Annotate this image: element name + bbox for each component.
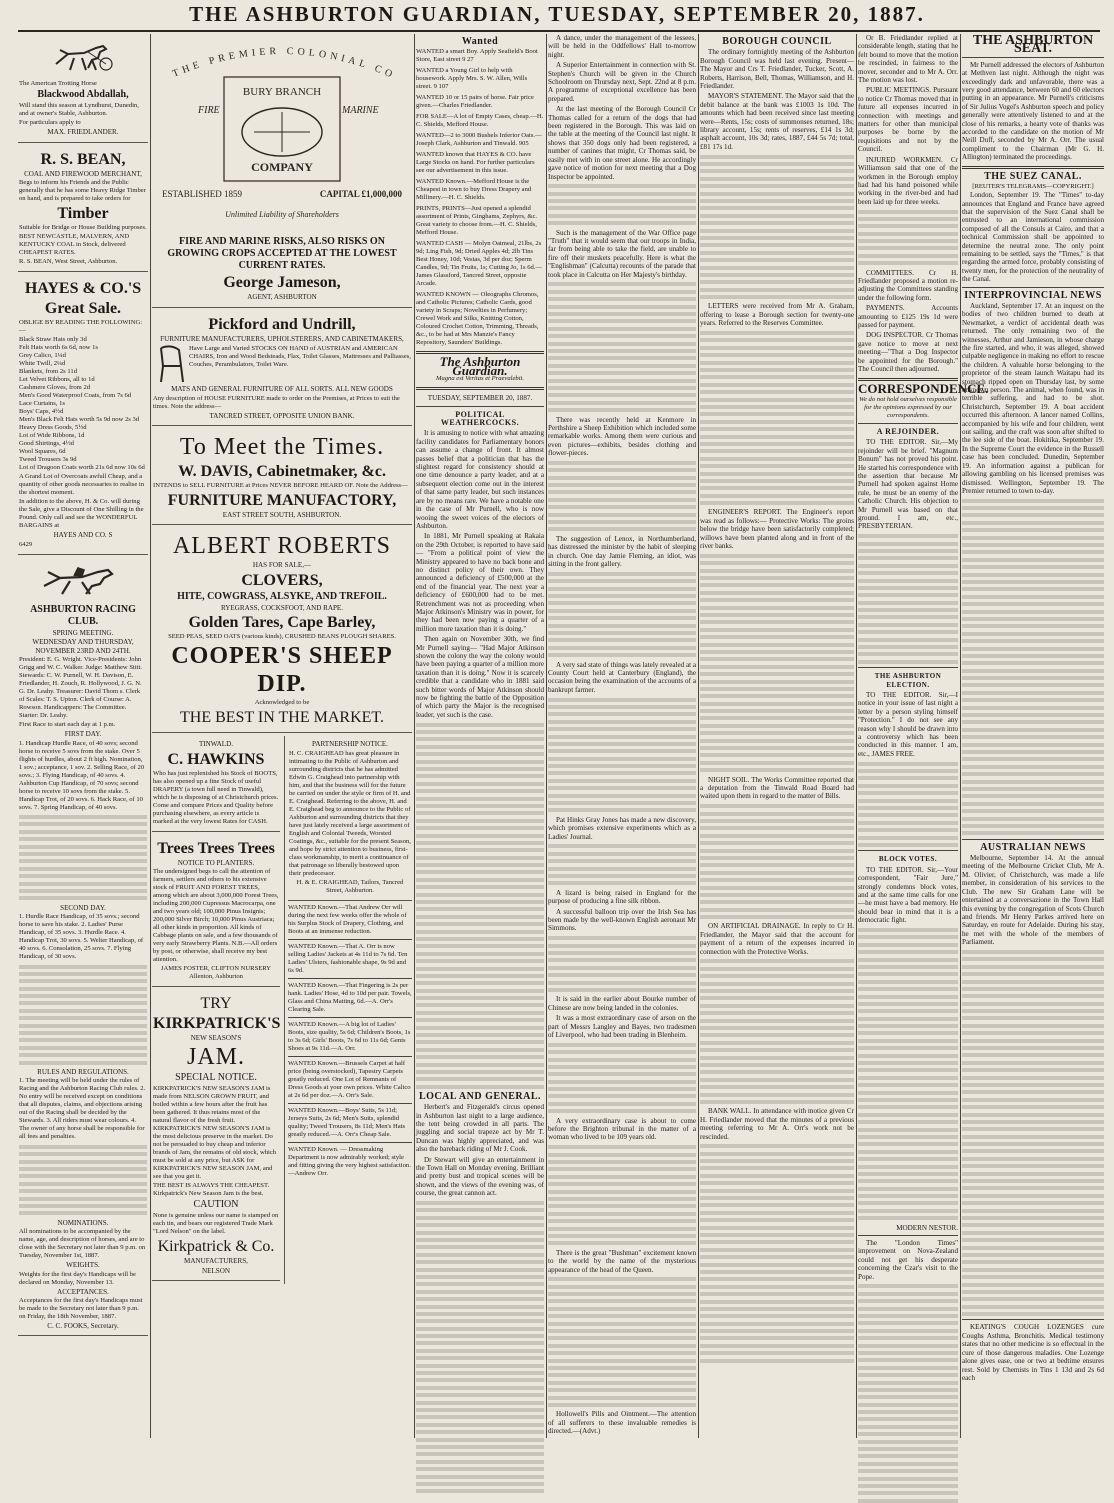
roberts-sale: HAS FOR SALE,— — [252, 561, 312, 570]
insurance-capital: CAPITAL £1,000,000 — [319, 189, 402, 199]
rules-text: 1. The meeting will be held under the rules of Racing and the Ashburton Racing Club rules. 2. No entry will be received except on conditions that all disputes, claims, and objections arising out of the Racing shall be decided by the Stewards. 3. All riders must wear colours. 4. The owner of any horse shall be responsible for all fees and penalties. — [19, 1077, 146, 1141]
orr-wanted-ads — [288, 904, 412, 1178]
first-day-races: 1. Handicap Hurdle Race, of 40 sovs; second horse to receive 5 sovs from the stake. Over 5 flights of hurdles, about 2 ft high. Nomination, 1 sov.; acceptance, 1 sov. 2. Selling Race, of 20 sovs.; 3. Flying Handicap, of 40 sovs. 4. Ashburton Cup Handicap, of 70 sovs; second horse to receive 10 sovs from the stake. 5. Handicap Trot, of 20 sovs. 6. Hack Race, of 10 sovs. 7. Spring Handicap, of 40 sovs. — [19, 739, 145, 811]
borough-paragraph: ON ARTIFICIAL DRAINAGE. In reply to Cr H. Friedlander, the Mayor said that the account for payment of a return of the expenses incurred in connection with the Protective Works. — [700, 922, 854, 956]
partnership-head: PARTNERSHIP NOTICE. — [312, 740, 388, 749]
news-text-lines — [548, 282, 696, 412]
borough-paragraph: MAYOR'S STATEMENT. The Mayor said that the debit balance at the bank was £1003 1s 10d. The amounts which had been received since last meeting were—Rents, 15s; costs of summonses returned, 18s; library account, 15s; rents of reserves, £14 1s 3d; asphalt account, 10s 3d; rates, 1887, £44 5s 7d; total, £81 17s 1d. — [700, 92, 854, 151]
davis-ad — [152, 429, 412, 525]
wanted-ad: WANTED CASH — Molyn Oatmeal, 21lbs, 2s 9d; Ling Fish, 9d; Dried Apples 4d; 2lb Tins Best Honey, 10d; Vestas, 3d per doz; Sperm Candles, 9d; Tin Fruits, 1s; Cutting Jo, 1s 6d.—James Glassford, Tancred Street, opposite Arcade. — [416, 240, 543, 288]
hayes-intro: OBLIGE BY READING THE FOLLOWING:— — [19, 319, 143, 335]
wanted-ad: WANTED a Young Girl to help with housework. Apply Mrs. S. W. Allen, Wills street. 9 107 — [416, 67, 528, 91]
column-2 — [152, 34, 412, 1438]
editorial-paragraph: It is amusing to notice with what amazing facility candidates for Parliamentary honors can assume a change of front. It almost passes belief that a politician that has the slightest regard for consistency should at one time denounce a party leader, and at a subsequent election come out in the interest of that same party leader, but such instances are by no means rare. We have a notable one in the case of Mr Purnell, who is now wooing the sweet voices of the electors of Ashburton. — [416, 429, 544, 530]
nominations-text: All nominations to be accompanied by the name, age, and description of horses, and are to close with the Secretary not later than 9 p.m. on Tuesday, November 1st, 1887. — [19, 1228, 146, 1260]
hawkins-ad — [152, 736, 280, 831]
news-paragraph: Hollowell's Pills and Ointment.—The attention of all sufferers to these invaluable remedies is directed.—(Advt.) — [548, 1410, 696, 1436]
insurance-fire: FIRE — [198, 105, 220, 116]
local-head: LOCAL AND GENERAL. — [418, 1090, 542, 1102]
wanted-ad: PRINTS, PRINTS—Just opened a splendid assortment of Prints, Ginghams, Zephyrs, &c. Great variety to choose from.—H. C. Shields, Mefford House. — [416, 205, 538, 237]
wanted-ad: WANTED Known.—That Andrew Orr will during the next few weeks offer the whole of his Surplus Stock of Drapery, Clothing, and Boots at an immense reduction. — [288, 903, 407, 935]
acceptances-text: Acceptances for the first day's Handicaps must be made to the Secretary not later than 9 p.m. on Friday, the 18th November, 1887. — [19, 1296, 143, 1320]
news-text-lines — [548, 461, 696, 532]
hayes-sign: HAYES AND CO. S — [53, 531, 113, 540]
kirk-sub: NEW SEASON'S — [190, 1034, 242, 1043]
column-2-lower-right — [284, 736, 412, 1284]
weights-text: Weights for the first day's Handicaps will be declared on Monday, November 13. — [19, 1270, 136, 1286]
australian-head: AUSTRALIAN NEWS — [980, 841, 1086, 853]
list-item: Boys' Caps, 4½d — [19, 408, 64, 416]
partnership-sign: H. & E. CRAIGHEAD, Tailors, Tancred Street, Ashburton. — [296, 878, 404, 894]
tares-sub: SEED PEAS, SEED OATS (various kinds), CRUSHED BEANS PLOUGH SHARES. — [168, 633, 396, 641]
pickford-body — [153, 344, 411, 384]
seat-body — [962, 61, 1104, 162]
borough-text-lines — [700, 1144, 854, 1362]
bean-coal: BEST NEWCASTLE, MALVERN, AND KENTUCKY COAL in Stock, delivered CHEAPEST RATES. — [19, 233, 130, 257]
interprovincial-body — [962, 302, 1104, 495]
pickford-title: Pickford and Undrill, — [208, 315, 356, 333]
col6-tail — [858, 1239, 958, 1281]
tail-text-lines — [858, 1284, 958, 1502]
news-paragraph: Pat Hinks Gray Jones has made a new discovery, which promises extensive experiments which as a Ladies' Journal. — [548, 815, 696, 841]
wanted-ad: WANTED KNOWN — Oleographs Chromos, and Catholic Pictures; Catholic Cards, good variety in Scraps; Novelties in Perfumery; Crewel Work and Silks, Knitting Cotton, Coloured Crochet Cotton, Trimming, Threads, &c., to be had at Mrs Manzie's Fancy Repository, Saunders' Buildings. — [416, 291, 539, 347]
council-paragraph: Or B. Friedlander replied at considerable length, stating that he felt bound to move that the motion be rescinded, in fairness to the mover, seconder and to Mr A. Orr. The motion was lost. — [858, 34, 958, 85]
caution-text: None is genuine unless our name is stamped on each tin, and bears our registered Trade Mark "Lord Nelson" on the label. — [153, 1212, 279, 1236]
paper-title: The Ashburton Guardian. — [439, 354, 521, 378]
insurance-shareholders: Unlimited Liability of Shareholders — [225, 210, 339, 219]
horse-particulars: For particulars apply to — [19, 119, 81, 127]
council-paragraph: DOG INSPECTOR. Cr Thomas gave notice to move at next meeting—"That a Dog Inspector be appointed for the Borough." The Council then adjourned. — [858, 331, 958, 374]
column-4 — [548, 34, 696, 1438]
borough-paragraph: ENGINEER'S REPORT. The Engineer's report was read as follows:— Protective Works: The groins below the bridge have been satisfactorily completed; willows have been planted along and in front of the river banks. — [700, 508, 854, 551]
news-paragraph: It is said in the earlier about Bourke number of Chinese are now being landed in the colonies. — [548, 995, 696, 1012]
editorial-body — [416, 429, 544, 719]
rules-head: RULES AND REGULATIONS. — [37, 1068, 129, 1076]
racehorse-icon — [38, 564, 128, 598]
editorial-paragraph: In 1881, Mr Purnell speaking at Rakaia on the 29th October, is reported to have said— "From a political point of view the Ministry appeared to have no back bone and no distinct policy of their own. They announced a deficiency of £500,000 at the end of the financial year. The next year a deficiency of £600,000 had to be met. Retrenchment was not as proceeding when Major Atkinson's Ministry was in power, for they had been now paying a quarter of a million more taxation than it is doing." — [416, 532, 544, 633]
insurance-marine: MARINE — [342, 105, 379, 116]
horse-owner: MAX. FRIEDLANDER. — [47, 128, 119, 137]
borough-paragraph: BANK WALL. In attendance with motice given Cr H. Friedlander moved that the minutes of a previous meeting referring to Mr A. Orr's work not be rescinded. — [700, 1107, 854, 1141]
weights-head: WEIGHTS. — [66, 1261, 100, 1270]
keating-ad — [962, 1323, 1104, 1382]
kirk-manuf: MANUFACTURERS, — [184, 1257, 248, 1266]
council-paragraph: PUBLIC MEETINGS. Pursuant to notice Cr Thomas moved that in future all expenses incurred in connection with meetings and matters for other than municipal purposes be borne by the requisitions and not by the Council. — [858, 86, 958, 154]
news-text-lines — [548, 844, 696, 885]
roberts-grasses: HITE, COWGRASS, ALSYKE, AND TREFOIL. — [177, 590, 387, 602]
council-continued — [858, 34, 958, 374]
wanted-ad: WANTED Known.—Brussels Carpet at half price (being overstocked), Tapestry Carpets greatly reduced. One Lot of Remnants of Dress Goods at your own prices. White Calico at 2s 6d per doz.—A. Orr's Sale. — [288, 1059, 411, 1099]
list-item: Grey Calico, 1¼d — [19, 352, 66, 360]
list-item: Wool Squares, 6d — [19, 448, 66, 456]
borough-paragraph: LETTERS were received from Mr A. Graham, offering to lease a Borough section for twenty-one years. Referred to the Reserves Committee. — [700, 302, 854, 328]
trees-text: The undersigned begs to call the attention of farmers, settlers and others to his extensive stock of FRUIT AND FOREST TREES, among which are about 3,000,000 Forest Trees, including 200,000 Cupressus Macrocarpa, one and two years old; 100,000 Pinus Insignis; 200,000 Silver Birch; 10,000 Pinus Austriaca; all other kinds in proportion. All kinds of Cabbage plants on sale, and a few thousands of very early Strawberry Plants. N.B.—All orders by post, or otherwise, shall receive my best attention. — [153, 868, 279, 964]
jam: JAM. — [186, 1044, 245, 1071]
hayes-items — [19, 336, 147, 472]
bean-sign: R. S. BEAN, West Street, Ashburton. — [19, 258, 118, 266]
list-item: Black Straw Hats only 3d — [19, 336, 87, 344]
list-item: Men's Good Waterproof Coats, from 7s 6d — [19, 392, 132, 400]
bean-ad — [18, 146, 148, 272]
trotting-horse-ad — [18, 34, 148, 143]
wanted-ad: WANTED Known.—That Fingering is 2s per hank. Ladies' Hose, 4d to 10d per pair. Towels, Glass and China Matting, 6d.—A. Orr's Clearing Sale. — [288, 981, 412, 1013]
news-text-lines — [548, 184, 696, 225]
trees-sign: JAMES FOSTER, CLIFTON NURSERY Allenton, Ashburton — [160, 965, 272, 981]
rejoinder-body — [858, 438, 958, 530]
horse-text: Will stand this season at Lyndhurst, Dunedin, and at owner's Stable, Ashburton. — [19, 102, 139, 118]
news-paragraph: The "London Times" improvement on Nova-Zealand could not get his desperate concerning the Czar's visit to the Pope. — [858, 1239, 958, 1281]
local-news-continued — [548, 34, 696, 1436]
davis-text: INTENDS to SELL FURNITURE at Prices NEVER BEFORE HEARD OF. Note the Address— — [153, 482, 408, 490]
hayes-num: 6429 — [19, 540, 33, 548]
letter-text-lines — [858, 534, 958, 664]
borough-paragraph: The ordinary fortnightly meeting of the Ashburton Borough Council was held last evening. Present—The Mayor and Crs T. Friedlander, Tucker, Scott, A. Roberts, Harrison, Bell, Thomas, Williamson, and H. Friedlander. — [700, 48, 854, 91]
local-paragraph: Dr Stewart will give an entertainment in the Town Hall on Monday evening. Brilliant and pretty bust and tropical scenes will be shown, and the views of the evening was, of course, the great cannon act. — [416, 1155, 544, 1198]
column-divider — [960, 34, 961, 1438]
insurance-arch-text: THE PREMIER COLONIAL CO — [171, 45, 398, 82]
hawkins-text: Who has just replenished his Stock of BOOTS, has also opened up a fine Stock of useful DRAPERY (a town full need in Tinwald), which he is disposing of at Christchurch prices. Come and compare Prices and Quality before purchasing elsewhere, as every article is marked at the very lowest Rates for CASH. — [153, 769, 279, 825]
column-2-lower-left — [152, 736, 280, 1284]
interprovincial-head: INTERPROVINCIAL NEWS — [964, 289, 1102, 301]
interprovincial-text-lines — [962, 499, 1104, 836]
racing-dates: WEDNESDAY AND THURSDAY, NOVEMBER 23RD AND 24TH. — [32, 638, 134, 655]
canal-head: THE SUEZ CANAL. — [984, 170, 1082, 182]
hayes-overcoats: A Grand Lot of Overcoats awfull Cheap, and a quantity of other goods necessaries to realise in the shortest moment. — [19, 473, 145, 497]
news-text-lines — [548, 1277, 696, 1407]
wanted-ad: WANTED—2 to 3000 Bushels Inferior Oats.—Joseph Clark, Ashburton and Tinwald. 905 — [416, 132, 542, 148]
block-votes-sign: MODERN NESTOR. — [896, 1223, 958, 1232]
racing-first: First Race to start each day at 1 p.m. — [19, 721, 116, 729]
news-paragraph: It was a most extraordinary case of arson on the part of Messrs Langley and Bayes, two tradesmen of Liverpool, who had been trading in Blenheim. — [548, 1014, 696, 1039]
list-item: Good Shirtings, 4½d — [19, 440, 74, 448]
list-item: Lot of Dragoon Coats worth 21s 6d now 10s 6d — [19, 464, 145, 472]
australian-body — [962, 854, 1104, 946]
best-cheapest: THE BEST IS ALWAYS THE CHEAPEST. Kirkpatrick's New Season Jam is the best. — [153, 1182, 270, 1198]
borough-text-lines — [700, 804, 854, 919]
borough-body — [700, 48, 854, 1362]
advert-text: KEATING'S COUGH LOZENGES cure Coughs Asthma, Bronchitis. Medical testimony states that no other medicine is so effectual in the cure of those dangerous maladies. One Lozenge alone gives ease, one or two at bedtime ensures rest. Sold by Chemists in Tins 1 13d and 2s 6d each — [962, 1323, 1104, 1382]
news-paragraph: Mr Purnell addressed the electors of Ashburton at Methven last night. Although the night was exceedingly dark and unfavorable, there was a very good attendance, between 60 and 60 electors putting in an appearance. Mr Purnell's criticisms of Sir Julius Vogel's Ashburton speech and policy generally were attentively listened to and at the close of his remarks, a hearty vote of thanks was accorded to the candidate on the motion of Mr Neill Duff, seconded by Mr A. Orr. The usual compliment to the Chairman (Mr G. H. Allington) terminated the proceedings. — [962, 60, 1104, 162]
special-text: KIRKPATRICK'S NEW SEASON'S JAM is made from NELSON GROWN FRUIT, and boiled within a few hours after the fruit has been gathered. It thus retains most of the natural flavor of the fresh fruit. KIRKPATRICK'S NEW SEASON'S JAM is the most delicious preserve in the market. Do not be persuaded to buy cheap and inferior brands of Jam, the remains of old stock, which must be sold at any price, but ASK for KIRKPATRICK'S NEW SEASON JAM, and see that you get it. — [153, 1085, 277, 1181]
column-2-lower — [152, 736, 412, 1284]
pickford-text: Have Large and Varied STOCKS ON HAND of AUSTRIAN and AMERICAN CHAIRS, Iron and Wood Bedsteads, Flax, Toilet Glasses, Mattresses and Palliasses, Couches, Perambulators, Toilet Ware. — [189, 345, 412, 369]
list-item: Tweed Trousers 3s 9d — [19, 456, 77, 464]
local-body — [416, 1103, 544, 1197]
local-paragraph: Herbert's and Fitzgerald's circus opened in Ashburton last night to a large audience, the tent being crowded in all parts. The juggling and social trapeze act by Mr T. Duncan was highly appreciated, and was also the bareback riding of Mr J. Cook. — [416, 1103, 544, 1154]
racing-text-lines — [19, 965, 147, 1065]
column-6 — [858, 34, 989, 1438]
news-paragraph: Auckland, September 17. At an inquest on the bodies of two children burned to death at Newmarket, a verdict of accidental death was returned. The only remaining two of the witnesses, Arthur and Jamieson, in whose charge the fire started, and who, it was alleged, showed culpable negligence in making no effort to rescue the children. A valuable horse belonging to the proprietor of the steam launch Waitapu had its stomach ripped open on Thursday last, by some unknown person. The animal, when found, was in terrible suffering, and had to be shot. Christchurch, September 19. A boat accident occurred this afternoon. A lancer named Collins, accompanied by his wife and four children, went out sailing, and the craft was soon after shifted to the lee side of the boat. Hokitika, September 19. In the Supreme Court the evidence in the Russell case has been concluded. Dunedin, September 19. An information against a publican for allowing gambling on his licensed premises was dismissed. Wellington, September 19. The Premier returned to town to-day. — [962, 301, 1104, 495]
borough-text-lines — [700, 959, 854, 1103]
davis-factory: FURNITURE MANUFACTORY, — [167, 492, 397, 510]
news-paragraph: The suggestion of Lenox, in Northumberland, has distressed the minister by the habit of sleeping in church. One day Jamie Fleming, an idiot, was sitting in the front gallery. — [548, 534, 696, 569]
news-paragraph: Such is the management of the War Office page "Truth" that it would seem that our troops in India, far from being able to take the field, are unable to fire off their muskets peacefully. Here is what the "Englishman" (Calcutta) recounts of the parade that took place in Calcutta on Her Majesty's birthday. — [548, 228, 696, 279]
masthead-rule — [18, 30, 1100, 32]
australian-text-lines — [962, 950, 1104, 1316]
davis-title: W. DAVIS, Cabinetmaker, &c. — [178, 463, 386, 481]
news-paragraph: A very sad state of things was lately revealed at a County Court held at Canterbury (England), the occasion being the examination of the accounts of a bankrupt farmer. — [548, 660, 696, 694]
news-paragraph: A dance, under the management of the lessees, will be held in the Oddfellows' Hall to-morrow night. — [548, 34, 696, 59]
partnership-ad — [288, 736, 412, 900]
column-7 — [962, 34, 1104, 1438]
cooper-title: COOPER'S SHEEP DIP. — [171, 643, 393, 698]
trees-title: Trees Trees Trees — [157, 839, 275, 857]
kirkpatrick-ad — [152, 990, 280, 1281]
paper-motto: Magna est Veritas et Praevalebit. — [435, 375, 525, 383]
wanted-head: Wanted — [461, 36, 499, 47]
wanted-ad: WANTED known that HAYES & CO. have Large Stocks on hand. For further particulars see our advertisement in this issue. — [416, 151, 535, 175]
local-text-lines — [416, 1201, 544, 1493]
roberts-title: ALBERT ROBERTS — [172, 533, 392, 560]
news-paragraph: A successful balloon trip over the Irish Sea has been made by the well-known English aeronaut Mr Simmons. — [548, 907, 696, 933]
news-text-lines — [548, 698, 696, 813]
pickford-ad — [152, 311, 412, 426]
insurance-branch: BURY BRANCH — [242, 86, 322, 98]
election-body — [858, 691, 958, 758]
column-divider — [546, 34, 547, 1438]
borough-text-lines — [700, 554, 854, 772]
wanted-ads — [416, 48, 544, 347]
council-paragraph: INJURED WORKMEN. Cr Williamson said that one of the workmen in the Borough employ had had his hand poisoned while working in the river-bed and had been laid up for three weeks. — [858, 155, 958, 206]
cooper-sub: Acknowledged to be — [254, 699, 310, 707]
kirk-company: Kirkpatrick & Co. — [157, 1238, 275, 1256]
column-3 — [416, 34, 544, 1438]
davis-address: EAST STREET SOUTH, ASHBURTON. — [222, 511, 342, 520]
trotting-notice: The American Trotting Horse — [19, 80, 97, 88]
column-divider — [150, 34, 151, 1438]
insurance-text: FIRE AND MARINE RISKS, ALSO RISKS ON GROWING CROPS ACCEPTED AT THE LOWEST CURRENT RATES. — [167, 236, 397, 272]
hawkins-name: C. HAWKINS — [167, 750, 265, 768]
column-divider — [414, 34, 415, 1438]
column-divider — [698, 34, 699, 1438]
list-item: Cashmere Gloves, from 2d — [19, 384, 91, 392]
news-paragraph: A very extraordinary case is about to come before the Brighton tribunal in the matter of a woman who lived to be 109 years old. — [548, 1116, 696, 1142]
news-paragraph: At the last meeting of the Borough Council Cr Thomas called for a return of the dogs that had been registered in the Borough. This was laid on the table at the meeting of the Council last night. It shows that 350 dogs only had been registered, a number of canines that might, Cr Thomas said, be easily met with in one street alone. He accordingly gave notice of motion for next meeting that a Dog Inspector be appointed. — [548, 105, 696, 181]
insurance-agent-sub: AGENT, ASHBURTON — [247, 293, 317, 302]
bean-title: R. S. BEAN, — [40, 150, 126, 168]
racing-text-lines — [19, 815, 147, 900]
list-item: Heavy Dress Goods, 5½d — [19, 424, 87, 432]
news-paragraph: There was recently held at Kenmore in Perthshire a Sheep Exhibition which included some remarkable works. Among them were curious and even pictures—exhibits, besides clothing and flower-pieces. — [548, 415, 696, 458]
list-item: Men's Black Felt Hats worth 5s 9d now 2s 3d — [19, 416, 140, 424]
wanted-ad: WANTED a smart Boy. Apply Seafield's Boot Store, East street 9 27 — [416, 48, 538, 64]
roberts-ad — [152, 528, 412, 733]
news-paragraph: A lizard is being raised in England for the purpose of producing a fine silk ribbon. — [548, 888, 696, 906]
news-paragraph: London, September 19. The "Times" to-day announces that England and France have agreed that the supervision of the Suez Canal shall be entrusted to an international commission composed of all the Consuls at Cairo, and that a technical Commission shall be appointed to determine the neutral zone. The only point remaining to be settled, says the "Times," is that regarding the armed force, probably consisting of twenty men, for the protection of the neutrality of the Canal. — [962, 191, 1104, 284]
block-votes-body — [858, 866, 958, 925]
acceptances-head: ACCEPTANCES. — [57, 1287, 109, 1296]
borough-text-lines — [700, 155, 854, 299]
tares-title: Golden Tares, Cape Barley, — [188, 614, 376, 632]
borough-text-lines — [700, 331, 854, 505]
bean-text: Begs to inform his Friends and the Public generally that he has some Heavy Ridge Timber on hand, and is prepared to take orders for — [19, 179, 146, 203]
letter-text-lines — [858, 928, 958, 1220]
first-day-head: FIRST DAY. — [64, 730, 102, 739]
partnership-text: H. C. CRAIGHEAD has great pleasure in intimating to the Public of Ashburton and surrounding districts that he has admitted Edwin G. Craighead into partnership with him, and that the business will for the future be carried on under the style or firm of H. and E. Craighead. Referring to the above, H. and E. Craighead beg to announce to the Public of Ashburton and surrounding districts that they have just lately received a large assortment of English and Colonial Tweeds, Worsted Coatings, &c., suitable for the present Season, and hope by strict attention to business, first-class workmanship, to merit a continuance of that patronage so liberally bestowed upon their predecessor. — [289, 749, 411, 877]
letter-text: TO THE EDITOR. Sir,—I notice in your issue of last night a letter by a person styling himself "Protection." I do not see any reason why I should be drawn into a controversy which has been conducted in this manner. I am, etc., JAMES FREE. — [858, 691, 958, 758]
editorial-head: POLITICAL WEATHERCOCKS. — [440, 409, 520, 428]
kirk-title: KIRKPATRICK'S — [153, 1015, 281, 1033]
column-5 — [700, 34, 854, 1438]
council-text-lines — [858, 210, 958, 266]
bean-sub: COAL AND FIREWOOD MERCHANT, — [24, 169, 142, 178]
hayes-tail: In addition to the above, H. & Co. will during the Sale, give a Discount of One Shilling in the Pound. Only call and see the WONDERFUL BARGAINS at — [19, 498, 144, 530]
wanted-ad: WANTED 10 or 15 pairs of horse. Fair price given.—Charles Friedlander. — [416, 94, 534, 110]
nominations-head: NOMINATIONS. — [57, 1218, 109, 1227]
editorial-text-lines — [416, 723, 544, 1089]
wanted-ad: WANTED Known.—Mefford House is the Cheapest in town to buy Dress Drapery and Millinery.—H. C. Shields. — [416, 178, 532, 202]
roberts-rye: RYEGRASS, COCKSFOOT, AND RAPE. — [220, 603, 344, 612]
insurance-ad — [152, 34, 412, 308]
svg-text:THE PREMIER COLONIAL COMPANY — [154, 37, 398, 82]
bean-text-2: Suitable for Bridge or House Building purposes. — [19, 224, 147, 232]
racing-text-lines — [19, 1145, 147, 1216]
hayes-title: HAYES & CO.'S — [24, 280, 142, 298]
borough-paragraph: NIGHT SOIL. The Works Committee reported that a deputation from the Tinwald Road Board had waited upon them in regard to the matter of Bills. — [700, 775, 854, 801]
caution: CAUTION — [193, 1199, 239, 1211]
news-text-lines — [548, 1043, 696, 1114]
try: TRY — [200, 995, 232, 1013]
paper-date: TUESDAY, SEPTEMBER 20, 1887. — [427, 394, 533, 403]
racing-sign: C. C. FOOKS, Secretary. — [47, 1321, 119, 1330]
correspondence-head: CORRESPONDENCE. — [858, 380, 989, 396]
hayes-ad — [18, 275, 148, 554]
masthead: THE ASHBURTON GUARDIAN, TUESDAY, SEPTEMBER 20, 1887. — [189, 2, 925, 26]
correspondence-note: We do not hold ourselves responsible for the opinions expressed by our correspondents. — [859, 395, 957, 419]
times-title: To Meet the Times. — [179, 434, 385, 461]
wanted-ad: WANTED Known. — Dressmaking Department is now admirably worked; style and fitting giving the very highest satisfaction.—Andrew Orr. — [288, 1145, 411, 1177]
second-day-head: SECOND DAY. — [60, 903, 106, 912]
news-paragraph: A Superior Entertainment in connection with St. Stephen's Church will be given in the Church Schoolroom on Thursday next, Sept. 22nd at 8 p.m. A programme of exceptional excellence has been prepared. — [548, 61, 696, 103]
wanted-ad: WANTED Known.—That A. Orr is now selling Ladies' Jackets at 4s 11d to 7s 6d. Ten Ladies' Ulsters, fashionable shape, 9s 9d and 6s 9d. — [288, 942, 408, 974]
chair-icon — [153, 344, 189, 384]
letter-text-lines — [858, 762, 958, 847]
special-notice: SPECIAL NOTICE. — [175, 1072, 257, 1084]
roberts-clovers: CLOVERS, — [241, 571, 323, 589]
kirk-nelson: NELSON — [202, 1266, 230, 1275]
canal-body — [962, 191, 1104, 283]
list-item: Blankets, from 2s 11d — [19, 368, 77, 376]
letter-text: TO THE EDITOR. Sir,—My rejoinder will be brief. "Magnum Bonum" has not proved his point. He started his correspondence with the assertion that because Mr Purnell had spoken against Home rule, he must be an enemy of the Catholic Church. His objection to Mr Purnell was based on that ground. I am, etc., PRESBYTERIAN. — [858, 438, 958, 531]
wanted-ad: FOR SALE—A lot of Empty Cases, cheap.—H. C. Shields, Mefford House. — [416, 113, 544, 129]
trees-ad — [152, 835, 280, 987]
editorial-paragraph: Then again on November 30th, we find Mr Purnell saying— "Had Major Atkinson shown the colony the way the colony would have been paying a quarter of a million more taxation than it is doing." Now it is scarcely credible that a candidate who in 1881 said such bitter words of Major Atkinson should now be fighting the battle of the Opposition of which party the Major is the recognised leader, yet such is the case. — [416, 635, 544, 719]
list-item: White Twill, 2¼d — [19, 360, 66, 368]
second-day-races: 1. Hurdle Race Handicap, of 35 sovs.; second horse to save his stake. 2. Ladies' Purse Handicap, of 35 sovs. 3. Hurdle Race. 4. Handicap Trot, 30 sovs. 5. Welter Handicap, of 40 sovs. 6. Consolation, 25 sovs. 7. Flying Handicap, of 30 sovs. — [19, 913, 144, 961]
list-item: Lace Curtains, 1s — [19, 400, 65, 408]
horse-name: Blackwood Abdallah, — [37, 89, 129, 101]
trees-sub: NOTICE TO PLANTERS. — [177, 858, 255, 867]
wanted-ad: WANTED Known.—A big lot of Ladies' Boots, size quality, 5s 6d; Children's Boots, 1s to 3s 6d; Girls' Boots, 7s 6d to 11s 6d; Gents Shoes at 9s 11d.—A. Orr. — [288, 1020, 411, 1052]
racing-club-ad — [18, 558, 148, 1337]
pickford-sub: FURNITURE MANUFACTURERS, UPHOLSTERERS, AND CABINETMAKERS, — [160, 334, 404, 343]
timber-heading: Timber — [57, 205, 109, 223]
pickford-address: TANCRED STREET, OPPOSITE UNION BANK. — [209, 411, 355, 420]
pickford-mats: MATS AND GENERAL FURNITURE OF ALL SORTS. ALL NEW GOODS — [171, 385, 393, 394]
news-text-lines — [548, 1145, 696, 1245]
insurance-agent: George Jameson, — [223, 274, 341, 292]
borough-head: BOROUGH COUNCIL — [722, 36, 832, 47]
insurance-est: ESTABLISHED 1859 — [162, 189, 243, 199]
trotting-horse-icon — [48, 40, 118, 74]
list-item: Felt Hats worth 6s 6d, now 1s — [19, 344, 98, 352]
rejoinder-head: A REJOINDER. — [876, 426, 940, 436]
block-votes-head: BLOCK VOTES. — [878, 855, 938, 864]
list-item: Let Velvet Ribbons, all to 1d — [19, 376, 95, 384]
news-paragraph: There is the great "Bushman" excitement known to the world by the name of the mysterious appearance of the head of the Queen. — [548, 1248, 696, 1274]
wanted-ad: WANTED Known.—Boys' Suits, 5s 11d; Jerseys Suits, 2s 6d; Men's Suits, splendid quality; Tweed Trousers, 8s 11d; Men's Hats greatly reduced.—A. Orr's Cheap Sale. — [288, 1106, 406, 1138]
letter-text: TO THE EDITOR. Sir,—Your correspondent, "Fair Jure," strongly condemns block votes, and at the same time calls for one—he must have a bad memory. He should bear in mind that it is a democratic fight. — [858, 865, 958, 925]
list-item: Lot of Wide Ribbons, 1d — [19, 432, 85, 440]
council-paragraph: COMMITTEES. Cr H. Friedlander proposed a motion re-adjusting the Committees standing under the following form. — [858, 268, 958, 302]
racing-sub: SPRING MEETING. — [52, 629, 114, 638]
seat-head: THE ASHBURTON SEAT. — [972, 33, 1094, 57]
election-head: THE ASHBURTON ELECTION. — [874, 672, 942, 689]
hayes-sub: Great Sale. — [44, 300, 122, 318]
racing-title: ASHBURTON RACING CLUB. — [30, 604, 136, 628]
insurance-seal-icon — [154, 37, 410, 233]
racing-officers: President: E. G. Wright. Vice-Presidents: John Grigg and W. C. Walker. Judge: Matthew Stitt. Stewards: C. W. Purnell, W. H. Davison, E. Friedlander, H. Zouch, R. Hollywood, J. G. N. G. Dr. Leahy. Treasurer: David Thom s. Clerk of Scales: T. S. Upton. Clerk of Course: A. Rowson. Handicappers: The Committee. Starter: Dr. Leahy. — [19, 656, 142, 720]
news-text-lines — [548, 936, 696, 992]
tinwald-head: TINWALD. — [198, 740, 234, 749]
pickford-order: Any description of HOUSE FURNITURE made to order on the Premises, at Prices to suit the times. Note the address— — [153, 394, 400, 410]
column-divider — [856, 34, 857, 1438]
canal-sub: [REUTER'S TELEGRAMS—COPYRIGHT.] — [972, 183, 1094, 191]
cooper-best: THE BEST IN THE MARKET. — [180, 709, 384, 727]
column-1 — [18, 34, 148, 1438]
insurance-company: COMPANY — [251, 160, 313, 174]
news-paragraph: Melbourne, September 14. At the annual meeting of the Melbourne Cricket Club, Mr A. M. Olivier, of Christchurch, was made a life member, in consideration of his services to the Club. The new Sir Graham Lane will be entertained at a conversazione in the Town Hall this evening by the congregation of Scots Church and friends. Mr Henry Parkes arrived here on Saturday, en route for Adelaide. During his stay, he met with the whole of the members of Parliament. — [962, 854, 1104, 947]
news-text-lines — [548, 572, 696, 657]
council-paragraph: PAYMENTS. Accounts amounting to £125 19s 1d were passed for payment. — [858, 304, 958, 330]
